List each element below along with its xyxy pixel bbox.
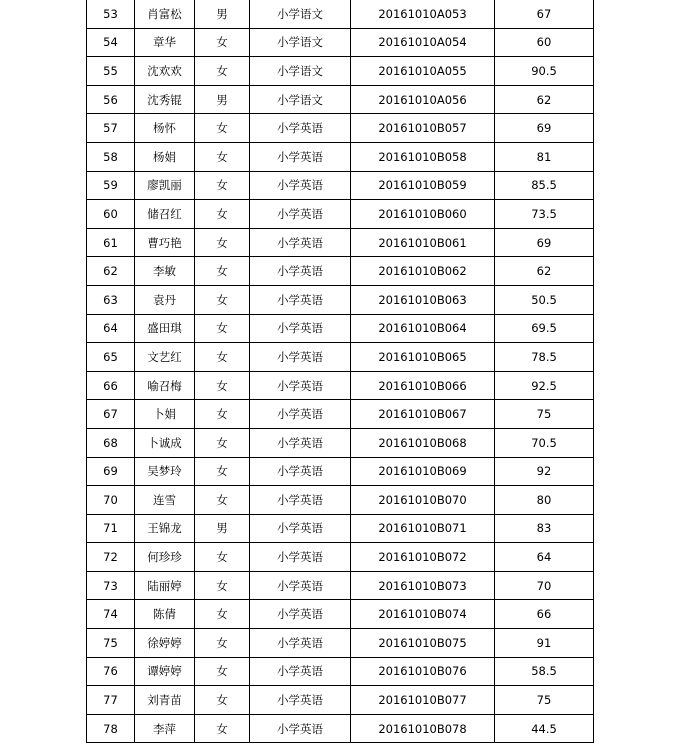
candidate-score-cell: 83	[495, 514, 594, 543]
candidate-gender-cell: 男	[195, 0, 250, 28]
candidate-score-cell: 78.5	[495, 343, 594, 372]
candidate-score-cell: 73.5	[495, 200, 594, 229]
row-number-cell: 66	[87, 371, 135, 400]
candidate-score-cell: 66	[495, 600, 594, 629]
candidate-code-cell: 20161010B066	[351, 371, 495, 400]
table-row	[87, 314, 594, 343]
candidate-score-cell: 67	[495, 0, 594, 28]
candidate-name-cell: 刘青苗	[135, 686, 195, 715]
row-number-cell: 54	[87, 28, 135, 57]
exam-subject-cell: 小学英语	[250, 486, 351, 515]
candidate-code-cell: 20161010A053	[351, 0, 495, 28]
candidate-score-cell: 69	[495, 114, 594, 143]
candidate-gender-cell: 女	[195, 400, 250, 429]
table-row	[87, 285, 594, 314]
candidate-score-cell: 69.5	[495, 314, 594, 343]
candidate-code-cell: 20161010B077	[351, 686, 495, 715]
exam-subject-cell: 小学英语	[250, 600, 351, 629]
row-number-cell: 70	[87, 486, 135, 515]
row-number-cell: 74	[87, 600, 135, 629]
candidate-score-cell: 70	[495, 571, 594, 600]
row-number-cell: 59	[87, 171, 135, 200]
row-number-cell: 63	[87, 285, 135, 314]
row-number-cell: 53	[87, 0, 135, 28]
candidate-name-cell: 吴梦玲	[135, 457, 195, 486]
candidate-code-cell: 20161010B069	[351, 457, 495, 486]
candidate-name-cell: 卜诚成	[135, 428, 195, 457]
candidate-gender-cell: 女	[195, 371, 250, 400]
candidate-code-cell: 20161010B063	[351, 285, 495, 314]
table-row	[87, 629, 594, 658]
candidate-gender-cell: 女	[195, 714, 250, 743]
candidate-name-cell: 李萍	[135, 714, 195, 743]
exam-subject-cell: 小学英语	[250, 257, 351, 286]
candidate-name-cell: 储召红	[135, 200, 195, 229]
candidate-code-cell: 20161010B058	[351, 142, 495, 171]
candidate-gender-cell: 女	[195, 228, 250, 257]
candidate-name-cell: 廖凯丽	[135, 171, 195, 200]
table-row	[87, 457, 594, 486]
candidate-name-cell: 卜娟	[135, 400, 195, 429]
candidate-score-cell: 92.5	[495, 371, 594, 400]
table-row	[87, 200, 594, 229]
row-number-cell: 55	[87, 57, 135, 86]
candidate-gender-cell: 女	[195, 571, 250, 600]
candidate-score-cell: 75	[495, 686, 594, 715]
candidate-score-cell: 62	[495, 85, 594, 114]
candidate-name-cell: 杨怀	[135, 114, 195, 143]
table-row	[87, 686, 594, 715]
exam-subject-cell: 小学英语	[250, 657, 351, 686]
candidate-score-cell: 90.5	[495, 57, 594, 86]
candidate-name-cell: 曹巧艳	[135, 228, 195, 257]
candidate-name-cell: 王锦龙	[135, 514, 195, 543]
candidate-score-cell: 85.5	[495, 171, 594, 200]
exam-subject-cell: 小学英语	[250, 457, 351, 486]
exam-subject-cell: 小学英语	[250, 114, 351, 143]
candidate-code-cell: 20161010B074	[351, 600, 495, 629]
candidate-gender-cell: 女	[195, 657, 250, 686]
table-row	[87, 400, 594, 429]
row-number-cell: 61	[87, 228, 135, 257]
candidate-score-cell: 62	[495, 257, 594, 286]
candidate-score-cell: 70.5	[495, 428, 594, 457]
row-number-cell: 58	[87, 142, 135, 171]
candidate-gender-cell: 男	[195, 85, 250, 114]
candidate-gender-cell: 女	[195, 200, 250, 229]
candidate-name-cell: 谭婷婷	[135, 657, 195, 686]
candidate-code-cell: 20161010A055	[351, 57, 495, 86]
candidate-name-cell: 陈倩	[135, 600, 195, 629]
candidate-code-cell: 20161010B076	[351, 657, 495, 686]
candidate-name-cell: 喻召梅	[135, 371, 195, 400]
candidate-gender-cell: 男	[195, 514, 250, 543]
score-table	[86, 0, 594, 743]
row-number-cell: 64	[87, 314, 135, 343]
candidate-code-cell: 20161010B061	[351, 228, 495, 257]
exam-subject-cell: 小学英语	[250, 400, 351, 429]
table-row	[87, 600, 594, 629]
table-row	[87, 57, 594, 86]
candidate-name-cell: 杨娟	[135, 142, 195, 171]
candidate-name-cell: 袁丹	[135, 285, 195, 314]
candidate-name-cell: 肖富松	[135, 0, 195, 28]
row-number-cell: 57	[87, 114, 135, 143]
row-number-cell: 76	[87, 657, 135, 686]
candidate-score-cell: 91	[495, 629, 594, 658]
candidate-name-cell: 李敏	[135, 257, 195, 286]
candidate-name-cell: 沈欢欢	[135, 57, 195, 86]
exam-subject-cell: 小学英语	[250, 686, 351, 715]
table-row	[87, 371, 594, 400]
candidate-code-cell: 20161010B075	[351, 629, 495, 658]
candidate-name-cell: 文艺红	[135, 343, 195, 372]
candidate-name-cell: 盛田琪	[135, 314, 195, 343]
candidate-code-cell: 20161010B068	[351, 428, 495, 457]
row-number-cell: 65	[87, 343, 135, 372]
candidate-score-cell: 60	[495, 28, 594, 57]
candidate-code-cell: 20161010B064	[351, 314, 495, 343]
exam-subject-cell: 小学英语	[250, 714, 351, 743]
candidate-code-cell: 20161010A056	[351, 85, 495, 114]
candidate-gender-cell: 女	[195, 57, 250, 86]
candidate-gender-cell: 女	[195, 114, 250, 143]
table-row	[87, 543, 594, 572]
table-row	[87, 514, 594, 543]
row-number-cell: 77	[87, 686, 135, 715]
candidate-code-cell: 20161010B070	[351, 486, 495, 515]
candidate-code-cell: 20161010B057	[351, 114, 495, 143]
table-row	[87, 28, 594, 57]
candidate-name-cell: 何珍珍	[135, 543, 195, 572]
candidate-code-cell: 20161010B059	[351, 171, 495, 200]
candidate-score-cell: 50.5	[495, 285, 594, 314]
candidate-name-cell: 章华	[135, 28, 195, 57]
table-row	[87, 142, 594, 171]
exam-subject-cell: 小学英语	[250, 343, 351, 372]
exam-subject-cell: 小学英语	[250, 514, 351, 543]
table-row	[87, 571, 594, 600]
candidate-name-cell: 连雪	[135, 486, 195, 515]
table-row	[87, 486, 594, 515]
exam-subject-cell: 小学语文	[250, 28, 351, 57]
table-row	[87, 114, 594, 143]
candidate-code-cell: 20161010A054	[351, 28, 495, 57]
candidate-gender-cell: 女	[195, 28, 250, 57]
row-number-cell: 73	[87, 571, 135, 600]
row-number-cell: 72	[87, 543, 135, 572]
candidate-code-cell: 20161010B078	[351, 714, 495, 743]
candidate-name-cell: 沈秀锟	[135, 85, 195, 114]
row-number-cell: 67	[87, 400, 135, 429]
candidate-gender-cell: 女	[195, 686, 250, 715]
candidate-gender-cell: 女	[195, 600, 250, 629]
candidate-code-cell: 20161010B073	[351, 571, 495, 600]
candidate-score-cell: 64	[495, 543, 594, 572]
exam-subject-cell: 小学语文	[250, 0, 351, 28]
exam-subject-cell: 小学英语	[250, 543, 351, 572]
table-row	[87, 0, 594, 28]
exam-subject-cell: 小学英语	[250, 371, 351, 400]
candidate-name-cell: 陆丽婷	[135, 571, 195, 600]
exam-subject-cell: 小学英语	[250, 200, 351, 229]
exam-subject-cell: 小学英语	[250, 142, 351, 171]
table-row	[87, 228, 594, 257]
candidate-gender-cell: 女	[195, 257, 250, 286]
candidate-gender-cell: 女	[195, 457, 250, 486]
candidate-gender-cell: 女	[195, 285, 250, 314]
row-number-cell: 68	[87, 428, 135, 457]
exam-subject-cell: 小学英语	[250, 571, 351, 600]
candidate-code-cell: 20161010B062	[351, 257, 495, 286]
candidate-gender-cell: 女	[195, 629, 250, 658]
candidate-code-cell: 20161010B067	[351, 400, 495, 429]
exam-subject-cell: 小学英语	[250, 314, 351, 343]
table-row	[87, 85, 594, 114]
candidate-score-cell: 81	[495, 142, 594, 171]
row-number-cell: 60	[87, 200, 135, 229]
table-row	[87, 343, 594, 372]
candidate-score-cell: 58.5	[495, 657, 594, 686]
row-number-cell: 75	[87, 629, 135, 658]
row-number-cell: 71	[87, 514, 135, 543]
row-number-cell: 56	[87, 85, 135, 114]
exam-subject-cell: 小学英语	[250, 629, 351, 658]
table-row	[87, 171, 594, 200]
candidate-code-cell: 20161010B072	[351, 543, 495, 572]
candidate-gender-cell: 女	[195, 142, 250, 171]
exam-subject-cell: 小学语文	[250, 85, 351, 114]
row-number-cell: 62	[87, 257, 135, 286]
row-number-cell: 78	[87, 714, 135, 743]
candidate-score-cell: 75	[495, 400, 594, 429]
table-row	[87, 657, 594, 686]
exam-subject-cell: 小学英语	[250, 285, 351, 314]
candidate-gender-cell: 女	[195, 171, 250, 200]
score-table-body	[87, 0, 594, 743]
candidate-name-cell: 徐婷婷	[135, 629, 195, 658]
row-number-cell: 69	[87, 457, 135, 486]
table-row	[87, 257, 594, 286]
candidate-gender-cell: 女	[195, 486, 250, 515]
candidate-score-cell: 92	[495, 457, 594, 486]
exam-subject-cell: 小学英语	[250, 171, 351, 200]
table-row	[87, 714, 594, 743]
exam-subject-cell: 小学语文	[250, 57, 351, 86]
candidate-code-cell: 20161010B071	[351, 514, 495, 543]
candidate-code-cell: 20161010B060	[351, 200, 495, 229]
table-row	[87, 428, 594, 457]
candidate-gender-cell: 女	[195, 343, 250, 372]
candidate-score-cell: 69	[495, 228, 594, 257]
exam-subject-cell: 小学英语	[250, 228, 351, 257]
exam-subject-cell: 小学英语	[250, 428, 351, 457]
candidate-gender-cell: 女	[195, 428, 250, 457]
candidate-gender-cell: 女	[195, 543, 250, 572]
candidate-gender-cell: 女	[195, 314, 250, 343]
candidate-score-cell: 80	[495, 486, 594, 515]
candidate-code-cell: 20161010B065	[351, 343, 495, 372]
candidate-score-cell: 44.5	[495, 714, 594, 743]
